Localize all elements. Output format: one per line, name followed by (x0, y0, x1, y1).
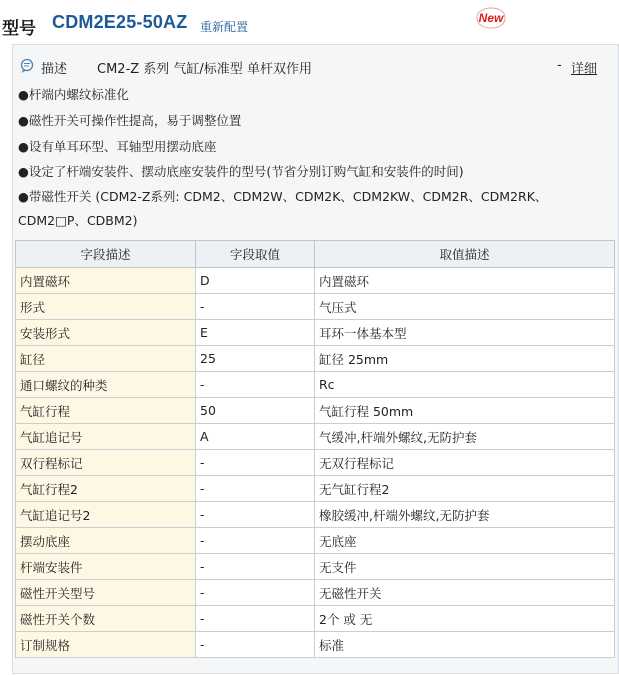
field-desc-cell: 气缸追记号2 (16, 502, 196, 528)
field-desc-cell: 双行程标记 (16, 450, 196, 476)
description-label: 描述 (41, 62, 68, 77)
field-desc-cell: 缸径 (16, 346, 196, 372)
value-desc-cell: 标准 (315, 632, 615, 658)
field-desc-cell: 气缸行程 (16, 398, 196, 424)
field-value-cell: - (196, 580, 315, 606)
value-desc-cell: 耳环一体基本型 (315, 320, 615, 346)
field-desc-cell: 安装形式 (16, 320, 196, 346)
value-desc-cell: 无气缸行程2 (315, 476, 615, 502)
field-desc-cell: 订制规格 (16, 632, 196, 658)
value-desc-cell: 2个 或 无 (315, 606, 615, 632)
table-row (16, 372, 615, 398)
field-desc-cell: 通口螺纹的种类 (16, 372, 196, 398)
table-row (16, 450, 615, 476)
value-desc-cell: 无支件 (315, 554, 615, 580)
value-desc-cell: 内置磁环 (315, 268, 615, 294)
header-value-desc: 取值描述 (315, 241, 615, 268)
field-value-cell: - (196, 372, 315, 398)
feature-item: ●带磁性开关 (CDM2-Z系列: CDM2、CDM2W、CDM2K、CDM2KW、CDM2R、CDM2RK、 (18, 189, 548, 204)
value-desc-cell: 气压式 (315, 294, 615, 320)
value-desc-cell: 橡胶缓冲,杆端外螺纹,无防护套 (315, 502, 615, 528)
table-row (16, 528, 615, 554)
new-badge-icon (474, 6, 508, 30)
feature-item: ●磁性开关可操作性提高，易于调整位置 (18, 113, 242, 128)
value-desc-cell: 无磁性开关 (315, 580, 615, 606)
field-desc-cell: 气缸追记号 (16, 424, 196, 450)
field-desc-cell: 形式 (16, 294, 196, 320)
detail-link[interactable]: 详细 (571, 62, 598, 77)
field-value-cell: - (196, 476, 315, 502)
model-label: 型号 (2, 19, 36, 39)
table-row (16, 580, 615, 606)
value-desc-cell: 气缸行程 50mm (315, 398, 615, 424)
spec-table-wrapper (15, 240, 615, 658)
field-value-cell: - (196, 606, 315, 632)
field-value-cell: - (196, 450, 315, 476)
field-value-cell: 50 (196, 398, 315, 424)
table-row (16, 398, 615, 424)
reconfigure-link[interactable]: 重新配置 (200, 20, 249, 34)
field-value-cell: E (196, 320, 315, 346)
feature-item: ●设定了杆端安装件、摆动底座安装件的型号(节省分别订购气缸和安装件的时间) (18, 164, 464, 179)
table-header-row (16, 241, 615, 268)
header-bar (0, 0, 619, 42)
value-desc-cell: 气缓冲,杆端外螺纹,无防护套 (315, 424, 615, 450)
header-field-value: 字段取值 (196, 241, 315, 268)
field-desc-cell: 杆端安装件 (16, 554, 196, 580)
table-row (16, 606, 615, 632)
field-value-cell: - (196, 294, 315, 320)
description-row (19, 57, 609, 77)
table-row (16, 476, 615, 502)
field-value-cell: - (196, 502, 315, 528)
description-dash: - (557, 58, 562, 73)
description-text: CM2-Z 系列 气缸/标准型 单杆双作用 (97, 62, 312, 77)
field-desc-cell: 磁性开关型号 (16, 580, 196, 606)
table-row (16, 346, 615, 372)
feature-item: ●杆端内螺纹标准化 (18, 87, 129, 102)
table-row (16, 502, 615, 528)
value-desc-cell: 无双行程标记 (315, 450, 615, 476)
description-icon (19, 58, 35, 74)
field-value-cell: 25 (196, 346, 315, 372)
table-row (16, 268, 615, 294)
field-desc-cell: 磁性开关个数 (16, 606, 196, 632)
table-row (16, 320, 615, 346)
field-desc-cell: 气缸行程2 (16, 476, 196, 502)
header-field-desc: 字段描述 (16, 241, 196, 268)
field-value-cell: A (196, 424, 315, 450)
field-desc-cell: 内置磁环 (16, 268, 196, 294)
spec-table (15, 240, 615, 658)
table-row (16, 632, 615, 658)
value-desc-cell: 缸径 25mm (315, 346, 615, 372)
new-badge-text: New (478, 11, 504, 25)
table-row (16, 554, 615, 580)
value-desc-cell: 无底座 (315, 528, 615, 554)
model-code: CDM2E25-50AZ (52, 12, 188, 32)
field-value-cell: - (196, 528, 315, 554)
table-row (16, 424, 615, 450)
field-value-cell: - (196, 632, 315, 658)
value-desc-cell: Rc (315, 372, 615, 398)
field-desc-cell: 摆动底座 (16, 528, 196, 554)
table-row (16, 294, 615, 320)
feature-item: ●设有单耳环型、耳轴型用摆动底座 (18, 139, 217, 154)
field-value-cell: D (196, 268, 315, 294)
product-panel (12, 44, 619, 674)
feature-item: CDM2□P、CDBM2) (18, 213, 138, 228)
field-value-cell: - (196, 554, 315, 580)
